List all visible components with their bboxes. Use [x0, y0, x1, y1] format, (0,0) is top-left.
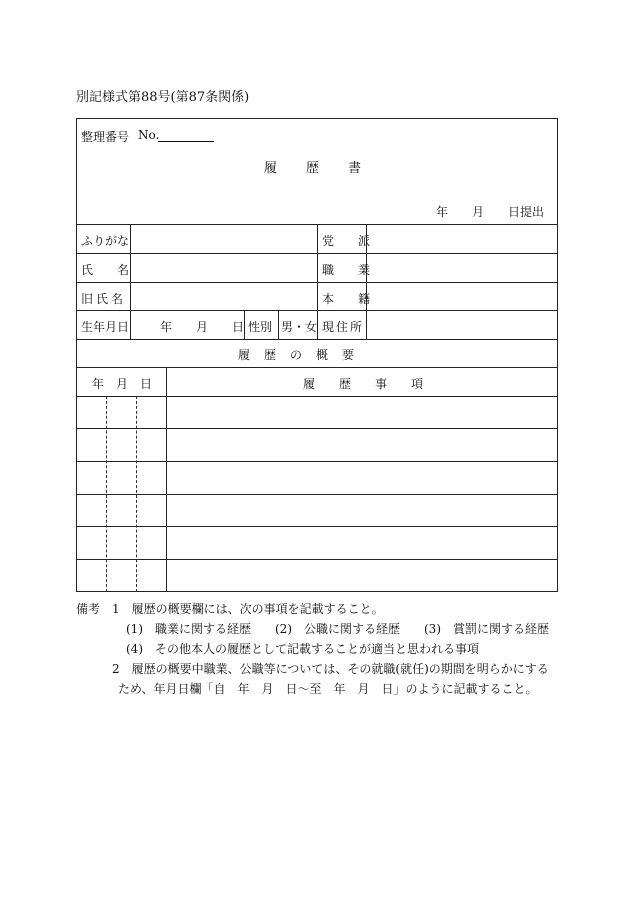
- number-field[interactable]: [158, 141, 214, 142]
- honseki-label: 本 籍: [322, 292, 371, 306]
- birthdate-label: 生年月日: [81, 320, 130, 334]
- note-2-line-2: ため、年月日欄「自 年 月 日～至 年 月 日」のように記載すること。: [118, 682, 538, 696]
- sex-label: 性別: [248, 320, 273, 334]
- occupation-label: 職 業: [322, 263, 371, 277]
- notes-heading: 備考: [76, 602, 101, 616]
- form-title: 履 歴 書: [264, 161, 363, 176]
- birthdate-value: 年 月 日: [160, 320, 245, 334]
- name-label: 氏 名: [81, 263, 130, 277]
- address-label: 現住所: [322, 320, 365, 334]
- summary-header: 履 歴 の 概 要: [238, 348, 356, 362]
- form-number-label: 別記様式第88号(第87条関係): [76, 90, 250, 105]
- submission-date: 年 月 日提出: [436, 205, 545, 219]
- furigana-label: ふりがな: [81, 234, 130, 248]
- number-label: No.: [138, 128, 160, 142]
- date-column-header: 年 月 日: [92, 377, 153, 391]
- party-label: 党 派: [322, 234, 371, 248]
- reference-number-label: 整理番号: [81, 130, 130, 144]
- note-1-item-4: (4) その他本人の履歴として記載することが適当と思われる事項: [126, 642, 480, 656]
- sex-value: 男・女: [281, 320, 318, 334]
- note-1-items: (1) 職業に関する経歴 (2) 公職に関する経歴 (3) 賞罰に関する経歴: [126, 622, 549, 636]
- note-2-line-1: 2 履歴の概要中職業、公職等については、その就職(就任)の期間を明らかにする: [112, 662, 549, 676]
- old-name-label: 旧氏名: [81, 292, 127, 306]
- note-1: 1 履歴の概要欄には、次の事項を記載すること。: [112, 602, 384, 616]
- items-column-header: 履 歴 事 項: [303, 377, 424, 391]
